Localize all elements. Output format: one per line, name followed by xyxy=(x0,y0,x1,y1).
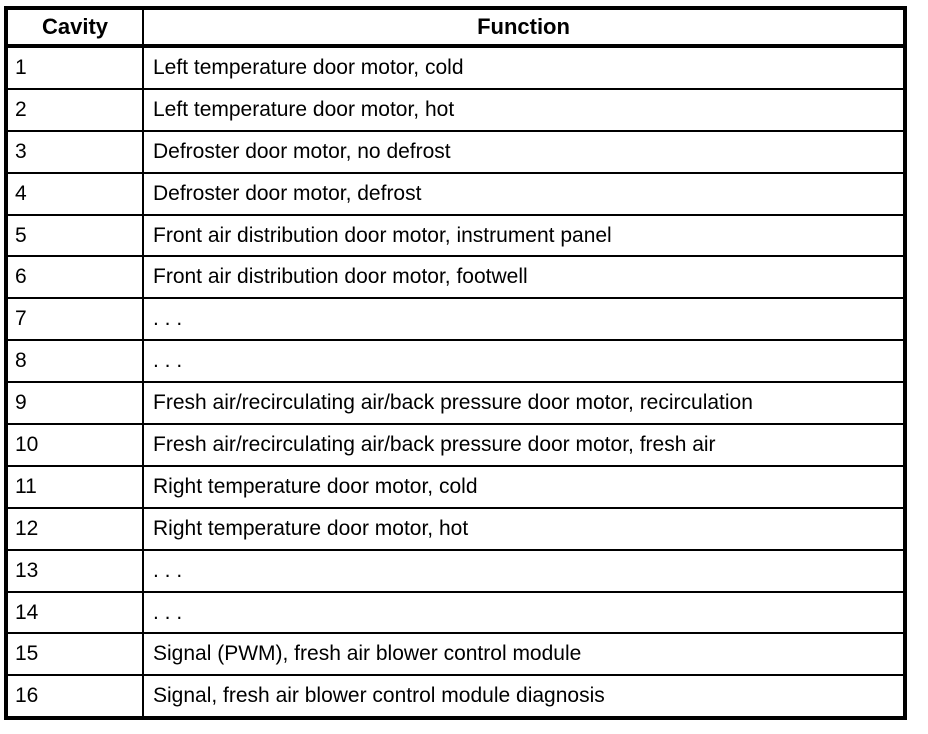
table-row xyxy=(6,89,905,131)
table-row xyxy=(6,675,905,718)
table-row xyxy=(6,46,905,89)
cavity-cell: 2 xyxy=(6,89,143,131)
cavity-cell: 3 xyxy=(6,131,143,173)
cavity-cell: 1 xyxy=(6,46,143,89)
cavity-cell: 16 xyxy=(6,675,143,718)
cavity-cell: 11 xyxy=(6,466,143,508)
cavity-cell: 8 xyxy=(6,340,143,382)
function-cell: Fresh air/recirculating air/back pressure door motor, recirculation xyxy=(143,382,905,424)
function-column-header: Function xyxy=(143,8,905,46)
function-cell: . . . xyxy=(143,592,905,634)
cavity-cell: 7 xyxy=(6,298,143,340)
cavity-cell: 4 xyxy=(6,173,143,215)
table-row xyxy=(6,424,905,466)
cavity-cell: 9 xyxy=(6,382,143,424)
function-cell: Left temperature door motor, hot xyxy=(143,89,905,131)
function-cell: Defroster door motor, defrost xyxy=(143,173,905,215)
header-row xyxy=(6,8,905,46)
table-row xyxy=(6,173,905,215)
cavity-cell: 14 xyxy=(6,592,143,634)
table-row xyxy=(6,508,905,550)
cavity-cell: 10 xyxy=(6,424,143,466)
cavity-cell: 6 xyxy=(6,256,143,298)
cavity-cell: 12 xyxy=(6,508,143,550)
function-cell: Front air distribution door motor, instrument panel xyxy=(143,215,905,257)
function-cell: . . . xyxy=(143,298,905,340)
table-row xyxy=(6,592,905,634)
table-row xyxy=(6,382,905,424)
table-row xyxy=(6,298,905,340)
cavity-cell: 13 xyxy=(6,550,143,592)
function-cell: Right temperature door motor, hot xyxy=(143,508,905,550)
function-cell: Fresh air/recirculating air/back pressure door motor, fresh air xyxy=(143,424,905,466)
function-cell: Signal, fresh air blower control module diagnosis xyxy=(143,675,905,718)
cavity-column-header: Cavity xyxy=(6,8,143,46)
table-row xyxy=(6,466,905,508)
function-cell: . . . xyxy=(143,340,905,382)
cavity-function-table xyxy=(4,6,907,720)
cavity-cell: 5 xyxy=(6,215,143,257)
function-cell: Defroster door motor, no defrost xyxy=(143,131,905,173)
table-row xyxy=(6,633,905,675)
function-cell: Right temperature door motor, cold xyxy=(143,466,905,508)
table-row xyxy=(6,215,905,257)
table-row xyxy=(6,256,905,298)
table-row xyxy=(6,131,905,173)
function-cell: Signal (PWM), fresh air blower control module xyxy=(143,633,905,675)
function-cell: . . . xyxy=(143,550,905,592)
table-row xyxy=(6,340,905,382)
function-cell: Left temperature door motor, cold xyxy=(143,46,905,89)
function-cell: Front air distribution door motor, footwell xyxy=(143,256,905,298)
cavity-cell: 15 xyxy=(6,633,143,675)
table-row xyxy=(6,550,905,592)
